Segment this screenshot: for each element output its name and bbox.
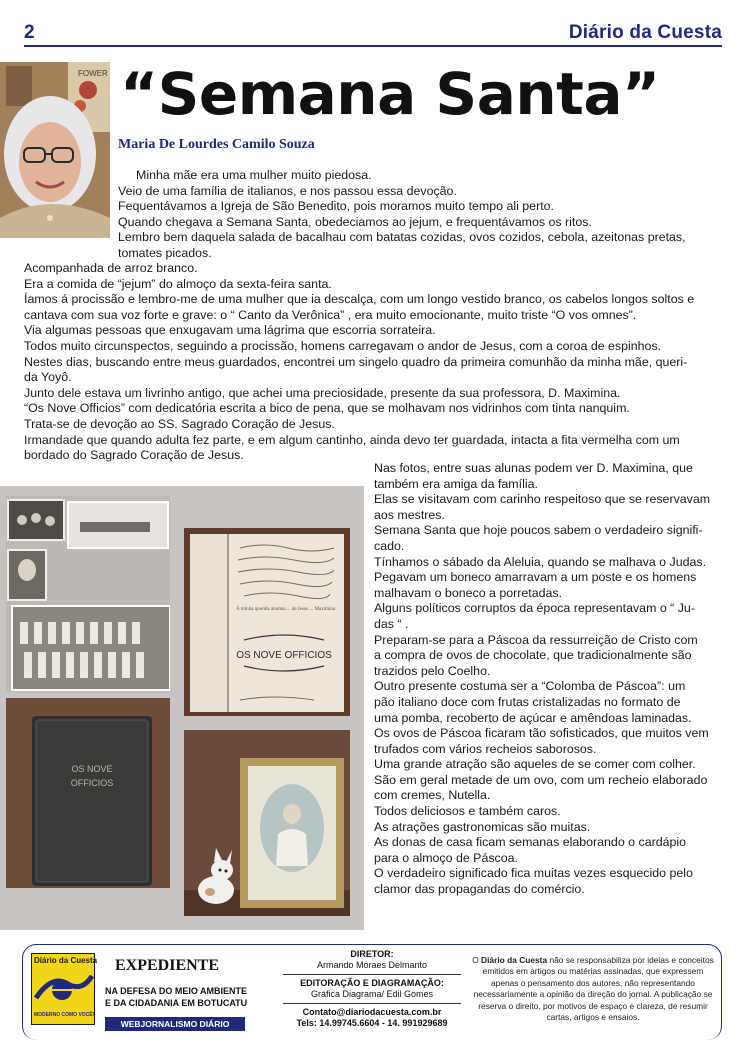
- text-line: malhavam o boneco a porretadas.: [374, 585, 563, 600]
- text-line: Elas se visitavam com carinho respeitoso que se reservavam: [374, 492, 711, 507]
- text-line: para o almoço de Páscoa.: [374, 850, 518, 865]
- mission-line-2: E DA CIDADANIA EM BOTUCATU: [105, 998, 248, 1008]
- text-line: Via algumas pessoas que enxugavam uma lágrima que escorria sorrateira.: [24, 323, 436, 338]
- text-line: das “ .: [374, 616, 409, 631]
- text-line: Preparam-se para a Páscoa da ressurreição de Cristo com: [374, 632, 698, 647]
- text-line: bordado do Sagrado Coração de Jesus.: [24, 448, 244, 463]
- text-line: Nas fotos, entre suas alunas podem ver D. Maximina, que: [374, 461, 693, 475]
- editing-name: Gráfica Diagrama/ Edil Gomes: [310, 989, 434, 999]
- mission-line-1: NA DEFESA DO MEIO AMBIENTE: [105, 986, 248, 996]
- publication-name: Diário da Cuesta: [568, 22, 722, 43]
- text-line: Todos deliciosos e também caros.: [374, 804, 561, 819]
- text-line: Irmandade que quando adulta fez parte, e em algum cantinho, ainda devo ter guardada, intacta a fita vermelha com um: [24, 432, 680, 447]
- article-title: “Semana Santa”: [120, 60, 660, 128]
- disclaimer-text: não se responsabiliza por ideias e conceitos emitidos em artigos ou matérias assinadas, que expressem apenas o pensamento dos autores, não representando necessariamente a opinião da direção do jornal. A publicação se reserva o direito, por motivos de espaço e clareza, de resumir cartas, artigos e ensaios.: [473, 955, 714, 1023]
- framed-picture-photo: [184, 730, 350, 916]
- director-name: Armando Moraes Delmanto: [316, 960, 428, 970]
- logo-tagline: MODERNO COMO VOCÊ!: [34, 1012, 95, 1018]
- book-cover-photo: [6, 698, 170, 888]
- author-photo: [0, 62, 110, 238]
- text-line: Todos muito circunspectos, seguindo a procissão, homens carregavam o andor de Jesus, com a coroa de espinhos.: [24, 338, 662, 353]
- contact-email: Contato@diariodacuesta.com.br: [302, 1007, 442, 1017]
- text-line: da Yoyô.: [24, 370, 72, 385]
- text-line: Nestes dias, buscando entre meus guardados, encontrei um singelo quadro da primeira comunhão da minha mãe, queri-: [24, 354, 688, 369]
- text-line: Semana Santa que hoje poucos sabem o verdadeiro signifi-: [374, 523, 703, 538]
- article-text-right: [374, 461, 726, 898]
- text-line: Tínhamos o sábado da Aleluia, quando se malhava o Judas.: [374, 554, 707, 569]
- text-line: cado.: [374, 538, 405, 553]
- header-rule: [24, 45, 722, 47]
- text-line: Íamos á procissão e lembro-me de uma mulher que ia descalça, com um longo vestido branco, os cabelos longos soltos e: [24, 292, 695, 307]
- text-line: Pegavam um boneco amarravam a um poste e os homens: [374, 570, 697, 585]
- text-line: Outro presente costuma ser a “Colomba de Páscoa”: um: [374, 679, 686, 694]
- page-header: [0, 0, 756, 50]
- disclaimer-brand: Diário da Cuesta: [481, 955, 548, 965]
- article-author: Maria De Lourdes Camilo Souza: [118, 137, 315, 152]
- text-line: tomates picados.: [118, 245, 212, 260]
- text-line: Minha mãe era uma mulher muito piedosa.: [136, 168, 372, 182]
- expediente-heading: EXPEDIENTE: [115, 957, 220, 974]
- mission-statement: [105, 985, 247, 1009]
- text-line: uma pomba, recoberto de açúcar e amêndoas laminadas.: [374, 710, 692, 725]
- text-line: As atrações gastronomicas são muitas.: [374, 819, 591, 834]
- text-line: também era amiga da família.: [374, 476, 538, 491]
- text-line: Fequentávamos a Igreja de São Benedito, pois moramos muito tempo ali perto.: [118, 199, 554, 214]
- school-photos: [6, 496, 170, 692]
- disclaimer-pre: O: [472, 955, 482, 965]
- text-line: Uma grande atração são aqueles de se comer com colher.: [374, 757, 696, 772]
- contact-phones: Tels: 14.99745.6604 - 14. 991929689: [296, 1018, 448, 1028]
- text-line: Acompanhada de arroz branco.: [24, 261, 198, 275]
- text-line: clamor das propagandas do comércio.: [374, 882, 585, 897]
- text-line: Lembro bem daquela salada de bacalhau com batatas cozidas, ovos cozidos, cebola, azeitonas pretas,: [118, 230, 686, 245]
- text-line: Os ovos de Páscoa ficaram tão sofisticados, que muitos vem: [374, 726, 709, 741]
- article-text-top: [118, 168, 728, 262]
- text-line: a compra de ovos de chocolate, que tradicionalmente são: [374, 648, 692, 663]
- text-line: O verdadeiro significado fica muitas vezes esquecido pelo: [374, 866, 693, 881]
- disclaimer: [469, 955, 717, 1023]
- text-line: cantava com sua voz forte e grave: o “ Canto da Verônica” , era muito emocionante, muito triste “O vos omnes”.: [24, 307, 637, 322]
- editing-label: EDITORAÇÃO E DIAGRAMAÇÃO:: [300, 978, 444, 988]
- poster-text: FOWER: [78, 69, 108, 78]
- text-line: Alguns políticos corruptos da época representavam o “ Ju-: [374, 601, 695, 616]
- staff-divider: [283, 974, 461, 975]
- webjornalismo-banner: WEBJORNALISMO DIÁRIO: [105, 1017, 245, 1031]
- book-title-text: OS NOVE OFFICIOS: [236, 650, 332, 661]
- footer-expediente: [22, 944, 722, 1040]
- text-line: Era a comida de “jejum” do almoço da sexta-feira santa.: [24, 276, 332, 291]
- text-line: Quando chegava a Semana Santa, obedeciamos ao jejum, e frequentávamos os ritos.: [118, 214, 592, 229]
- text-line: aos mestres.: [374, 507, 445, 522]
- logo-name: Diário da Cuesta: [34, 956, 98, 965]
- text-line: Veio de uma família de italianos, e nos passou essa devoção.: [118, 183, 457, 198]
- director-label: DIRETOR:: [350, 949, 394, 959]
- text-line: “Os Nove Officios” com dedicatória escrita a bico de pena, que se molhavam nos vidrinhos com tinta nanquim.: [24, 401, 630, 416]
- cover-line-2: OFFICIOS: [70, 778, 114, 788]
- text-line: trazidos pelo Coelho.: [374, 663, 491, 678]
- inscription-text: Á minha querida alumna ... de Jesus ... Maximina: [236, 607, 336, 612]
- article-text-full: [24, 261, 724, 464]
- newspaper-logo: [31, 953, 98, 1025]
- text-line: Junto dele estava um livrinho antigo, que achei uma preciosidade, presente da sua professora, D. Maximina.: [24, 385, 621, 400]
- text-line: As donas de casa ficam semanas elaborando o cardápio: [374, 835, 687, 850]
- text-line: pão italiano doce com frutas cristalizadas no formato de: [374, 694, 681, 709]
- text-line: Trata-se de devoção ao SS. Sagrado Coração de Jesus.: [24, 416, 335, 431]
- book-inscription-photo: [184, 528, 350, 716]
- text-line: com cremes, Nutella.: [374, 788, 491, 803]
- text-line: trufados com vários recheios saborosos.: [374, 741, 597, 756]
- page-number: 2: [24, 22, 35, 43]
- photo-collage: [0, 486, 364, 930]
- cover-line-1: OS NOVE: [71, 764, 113, 774]
- staff-divider: [283, 1003, 461, 1004]
- text-line: São em geral metade de um ovo, com um recheio elaborado: [374, 772, 708, 787]
- editorial-staff: [283, 949, 461, 1029]
